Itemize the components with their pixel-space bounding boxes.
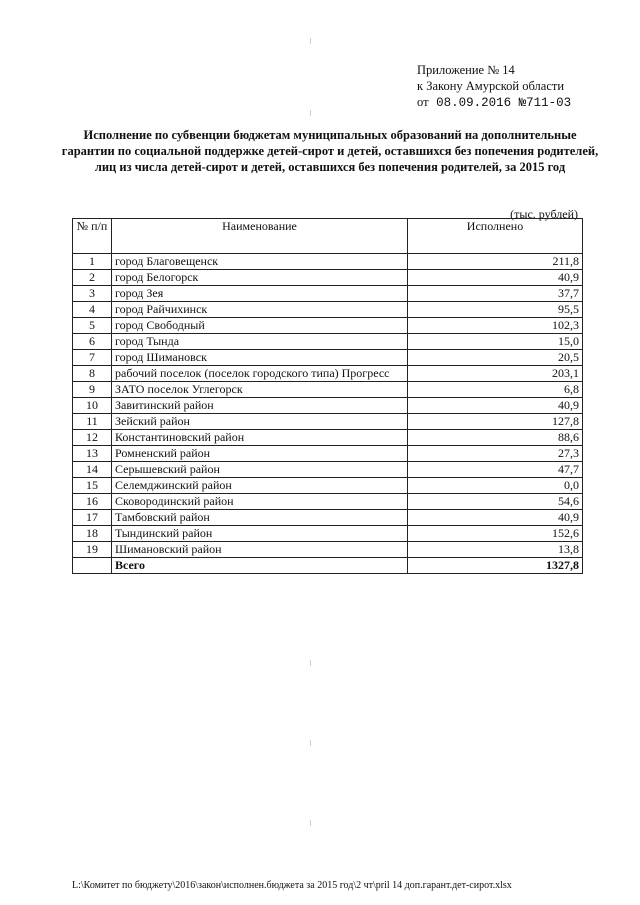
appendix-date-line <box>417 94 571 111</box>
row-name: город Райчихинск <box>112 302 408 318</box>
row-value: 27,3 <box>408 446 583 462</box>
table-row <box>73 542 583 558</box>
row-name: город Свободный <box>112 318 408 334</box>
row-name: город Зея <box>112 286 408 302</box>
row-name: ЗАТО поселок Углегорск <box>112 382 408 398</box>
table-row <box>73 446 583 462</box>
row-value: 6,8 <box>408 382 583 398</box>
row-value: 95,5 <box>408 302 583 318</box>
table-row <box>73 334 583 350</box>
row-name: город Тында <box>112 334 408 350</box>
fold-mark <box>310 740 311 746</box>
row-value: 127,8 <box>408 414 583 430</box>
row-num: 10 <box>73 398 112 414</box>
appendix-date: 08.09.2016 №711-03 <box>436 96 572 110</box>
row-num: 18 <box>73 526 112 542</box>
table-row <box>73 366 583 382</box>
row-num: 4 <box>73 302 112 318</box>
row-name: Зейский район <box>112 414 408 430</box>
row-num: 19 <box>73 542 112 558</box>
row-value: 47,7 <box>408 462 583 478</box>
table-row <box>73 462 583 478</box>
row-value: 40,9 <box>408 270 583 286</box>
row-name: Селемджинский район <box>112 478 408 494</box>
row-num: 3 <box>73 286 112 302</box>
table-row <box>73 318 583 334</box>
row-value: 20,5 <box>408 350 583 366</box>
table-row <box>73 302 583 318</box>
table-header-row <box>73 219 583 254</box>
row-value: 88,6 <box>408 430 583 446</box>
table-body <box>73 254 583 558</box>
table-row <box>73 510 583 526</box>
appendix-date-prefix: от <box>417 95 429 109</box>
total-row <box>73 558 583 574</box>
row-num: 9 <box>73 382 112 398</box>
row-num: 11 <box>73 414 112 430</box>
row-num: 14 <box>73 462 112 478</box>
units-label: (тыс. рублей) <box>510 207 578 221</box>
row-name: Тындинский район <box>112 526 408 542</box>
row-name: Константиновский район <box>112 430 408 446</box>
total-value: 1327,8 <box>408 558 583 574</box>
fold-mark <box>310 820 311 826</box>
header-num: № п/п <box>73 219 112 254</box>
row-name: Ромненский район <box>112 446 408 462</box>
table-row <box>73 286 583 302</box>
row-value: 37,7 <box>408 286 583 302</box>
row-name: рабочий поселок (поселок городского типа) Прогресс <box>112 366 408 382</box>
row-value: 203,1 <box>408 366 583 382</box>
table-row <box>73 350 583 366</box>
row-value: 40,9 <box>408 398 583 414</box>
row-num: 2 <box>73 270 112 286</box>
row-value: 40,9 <box>408 510 583 526</box>
execution-table <box>72 218 583 574</box>
row-name: Завитинский район <box>112 398 408 414</box>
row-name: город Белогорск <box>112 270 408 286</box>
row-value: 15,0 <box>408 334 583 350</box>
total-num-cell <box>73 558 112 574</box>
appendix-line-2: к Закону Амурской области <box>417 79 565 93</box>
row-num: 5 <box>73 318 112 334</box>
document-title: Исполнение по субвенции бюджетам муниципальных образований на дополнительные гарантии по социальной поддержке детей-сирот и детей, оставшихся без попечения родителей, лиц из числа детей-сирот и детей, оставшихся без попечения родителей, за 2015 год <box>61 128 599 174</box>
table-row <box>73 478 583 494</box>
table-row <box>73 430 583 446</box>
table-row <box>73 270 583 286</box>
row-num: 17 <box>73 510 112 526</box>
row-num: 8 <box>73 366 112 382</box>
row-name: город Шимановск <box>112 350 408 366</box>
row-num: 1 <box>73 254 112 270</box>
header-name: Наименование <box>112 219 408 254</box>
table-row <box>73 398 583 414</box>
appendix-line-1: Приложение № 14 <box>417 63 515 77</box>
row-value: 54,6 <box>408 494 583 510</box>
row-name: Шимановский район <box>112 542 408 558</box>
table-row <box>73 414 583 430</box>
row-num: 12 <box>73 430 112 446</box>
row-value: 13,8 <box>408 542 583 558</box>
fold-mark <box>310 660 311 666</box>
row-name: Сковородинский район <box>112 494 408 510</box>
row-value: 152,6 <box>408 526 583 542</box>
row-num: 13 <box>73 446 112 462</box>
row-value: 0,0 <box>408 478 583 494</box>
row-name: Тамбовский район <box>112 510 408 526</box>
table-row <box>73 382 583 398</box>
fold-mark <box>310 110 311 116</box>
row-num: 6 <box>73 334 112 350</box>
table-row <box>73 526 583 542</box>
row-num: 15 <box>73 478 112 494</box>
total-label: Всего <box>112 558 408 574</box>
row-num: 16 <box>73 494 112 510</box>
appendix-header <box>417 62 571 111</box>
header-value: Исполнено <box>408 219 583 254</box>
table-row <box>73 254 583 270</box>
file-path-footer: L:\Комитет по бюджету\2016\закон\исполнен.бюджета за 2015 год\2 чт\pril 14 доп.гарант.дет-сирот.xlsx <box>72 880 512 891</box>
fold-mark <box>310 38 311 44</box>
row-num: 7 <box>73 350 112 366</box>
table-row <box>73 494 583 510</box>
row-name: Серышевский район <box>112 462 408 478</box>
row-name: город Благовещенск <box>112 254 408 270</box>
row-value: 102,3 <box>408 318 583 334</box>
row-value: 211,8 <box>408 254 583 270</box>
